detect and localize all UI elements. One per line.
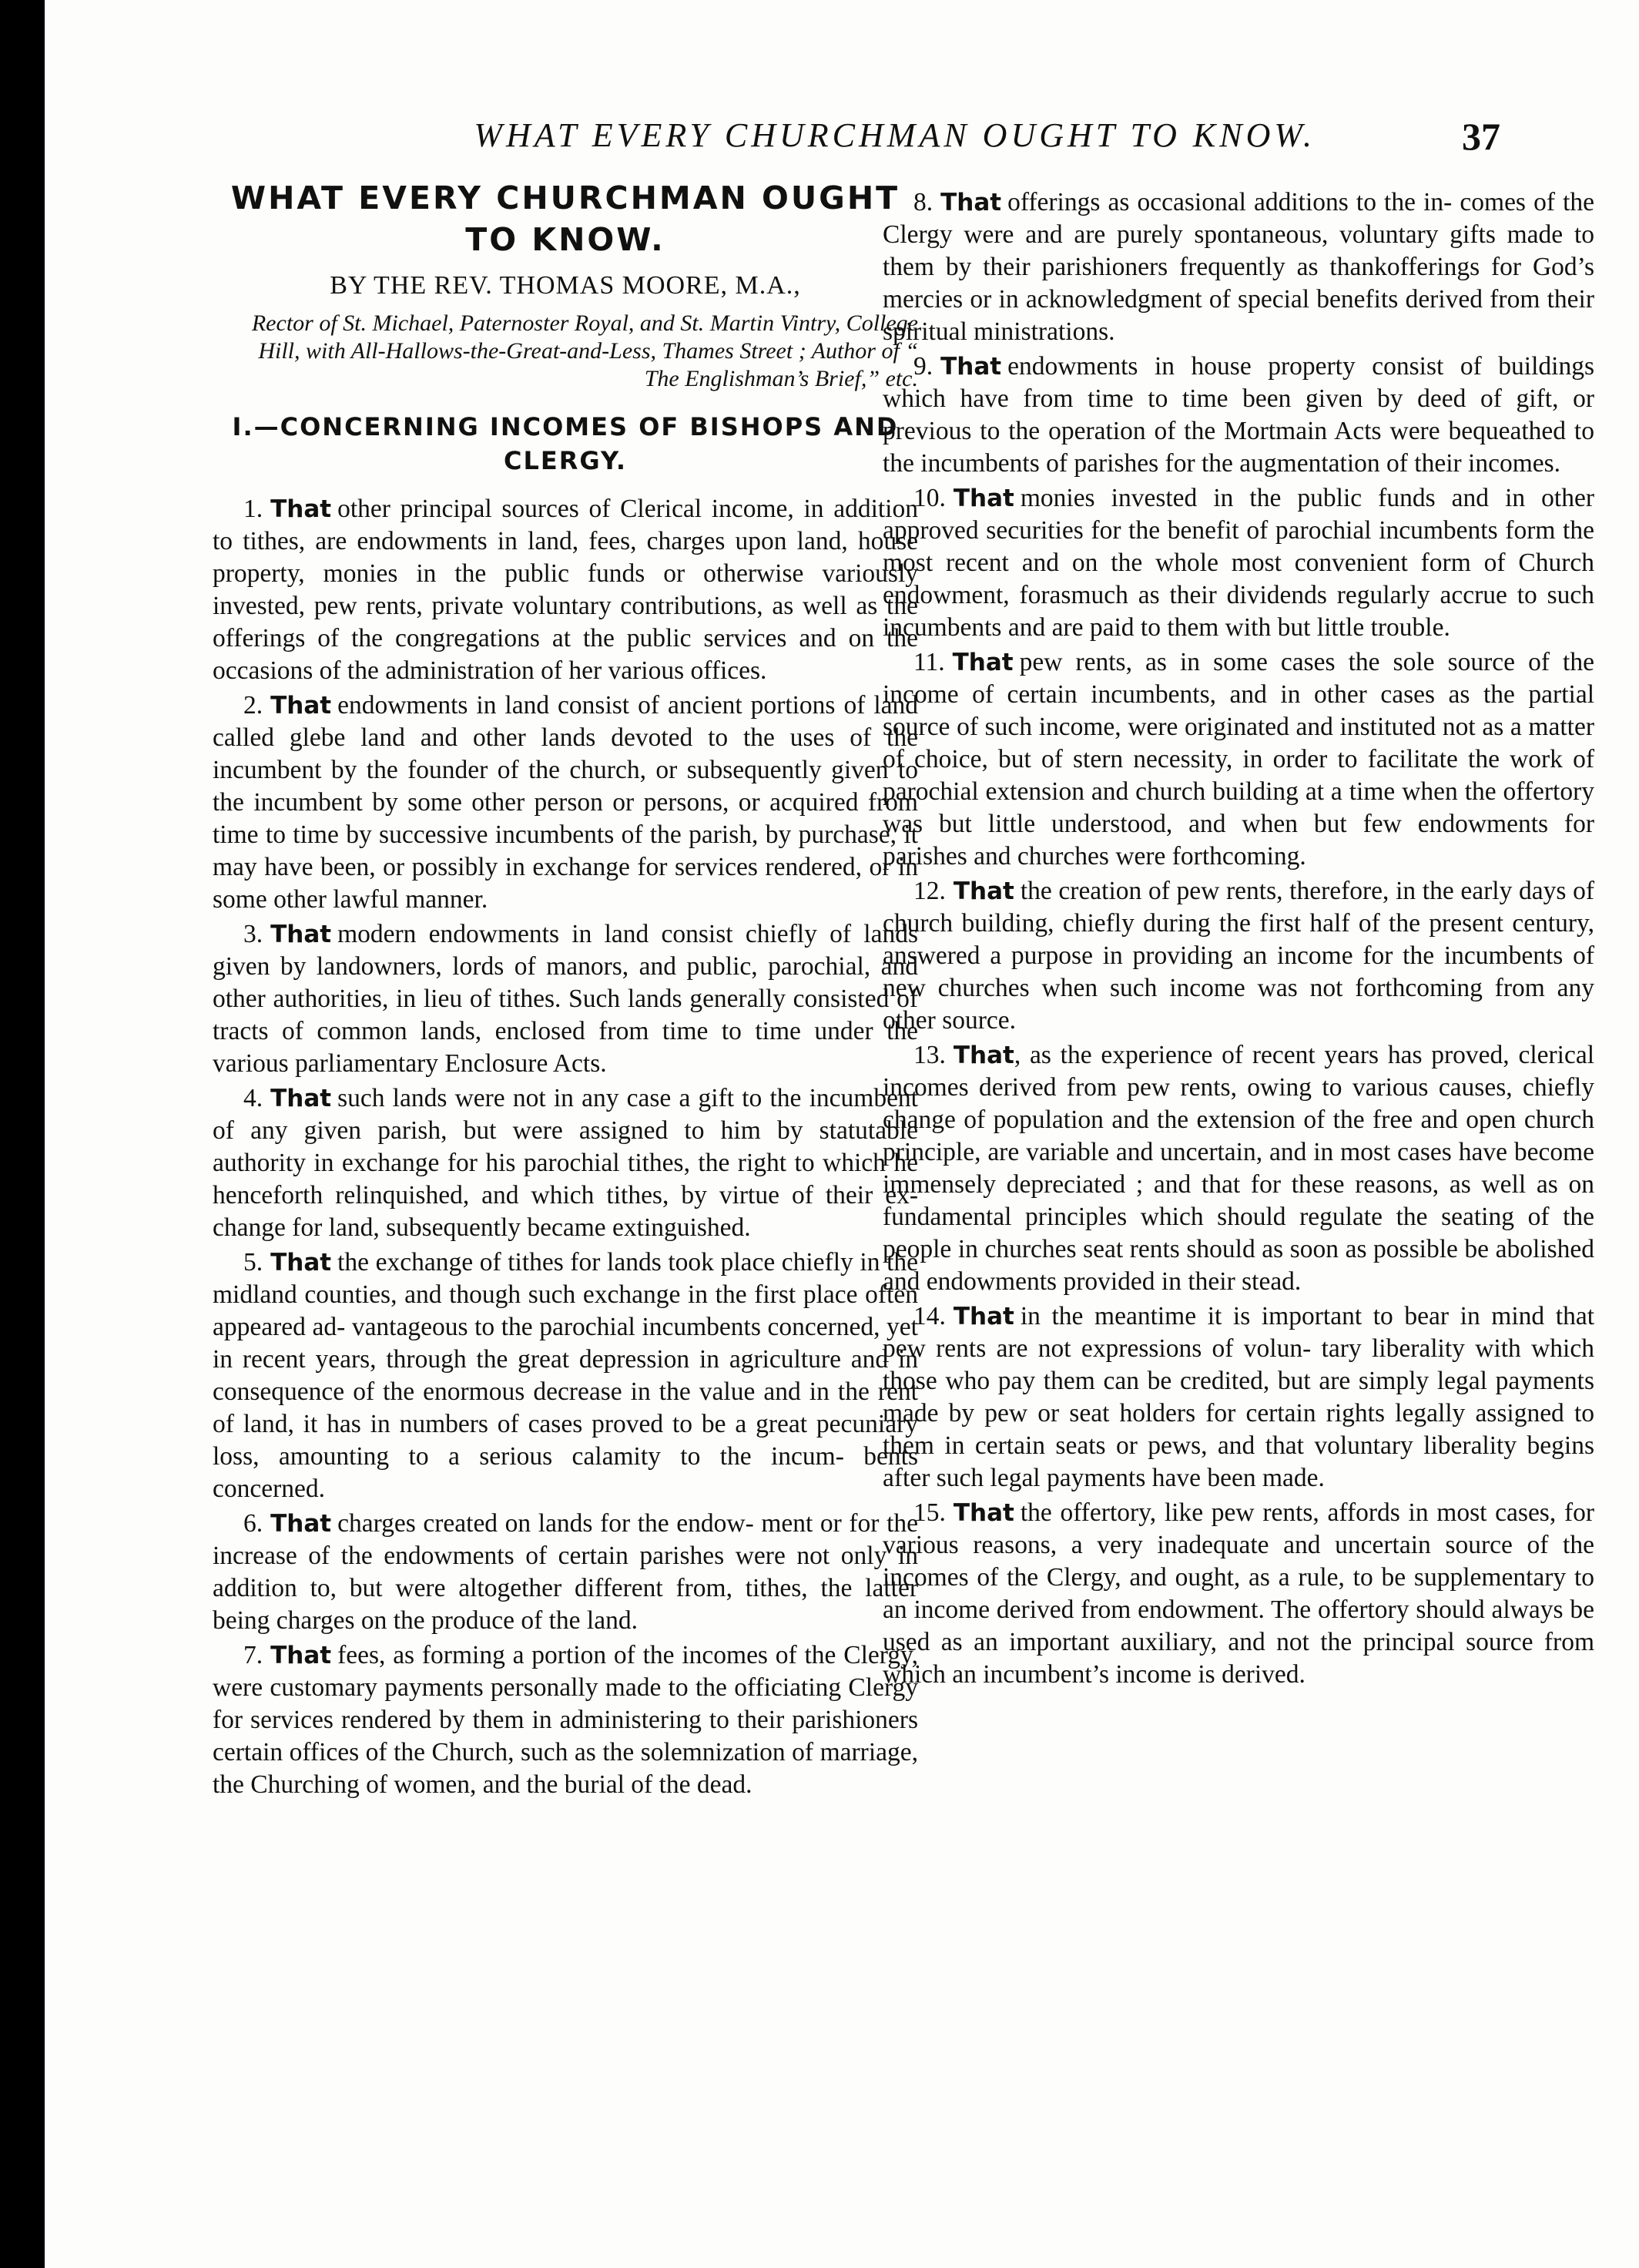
- paragraph-13: [883, 1039, 1594, 1298]
- paragraph-1: [213, 493, 918, 687]
- paragraph-text: charges created on lands for the endow- ment or for the increase of the endowments of certain parishes were not only in addition to, but were altogether different from, tithes, the latter being charges on the produce of the land.: [213, 1509, 918, 1635]
- paragraph-number: 12.: [913, 877, 946, 905]
- paragraph-number: 2.: [243, 691, 263, 720]
- keyword: That: [270, 921, 332, 948]
- paragraph-8: [883, 186, 1594, 348]
- paragraph-6: [213, 1508, 918, 1637]
- keyword: That: [270, 1510, 332, 1538]
- paragraph-3: [213, 918, 918, 1080]
- byline: BY THE REV. THOMAS MOORE, M.A.,: [330, 271, 801, 300]
- paragraph-text: pew rents, as in some cases the sole source of the income of certain incumbents, and in other cases as the partial source of such income, were originated and instituted not as a matter of choice, but of stern necessity, in order to facilitate the work of parochial extension and church building at a time when the offertory was but little understood, and when but few endowments for parishes and churches were forthcoming.: [883, 648, 1594, 871]
- paragraph-text: , as the experience of recent years has proved, clerical incomes derived from pew rents, owing to various causes, chiefly change of population and the extension of the free and open church principle, are variable and uncertain, and in most cases have become immensely depreciated ; and that for these reasons, as well as on fundamental principles which should regulate the seating of the people in churches seat rents should as soon as possible be abolished and endowments provided in their stead.: [883, 1041, 1594, 1296]
- paragraph-text: the creation of pew rents, therefore, in the early days of church building, chiefly during the first half of the present century, answered a purpose in providing an income for the incumbents of new churches when such income was not forthcoming from any other source.: [883, 877, 1594, 1035]
- paragraph-10: [883, 482, 1594, 644]
- keyword: That: [940, 189, 1002, 216]
- keyword: That: [270, 1642, 332, 1669]
- keyword: That: [952, 649, 1014, 676]
- running-header: WHAT EVERY CHURCHMAN OUGHT TO KNOW.: [474, 116, 1316, 154]
- keyword: That: [270, 1085, 332, 1112]
- left-column: [213, 177, 918, 1803]
- keyword: That: [270, 1249, 332, 1277]
- keyword: That: [953, 1499, 1014, 1527]
- paragraph-4: [213, 1082, 918, 1244]
- page: [45, 0, 1639, 2268]
- right-column: [883, 186, 1594, 1693]
- author-affiliation: Rector of St. Michael, Paternoster Royal, and St. Martin Vintry, College Hill, with All-Hallows-the-Great-and-Less, Thames Street ; Author of “ The Englishman’s Brief,” etc.: [251, 310, 918, 391]
- paragraph-number: 9.: [913, 352, 933, 381]
- keyword: That: [953, 1303, 1014, 1330]
- paragraph-text: in the meantime it is important to bear in mind that pew rents are not expressions of volun- tary liberality with which those who pay them can be credited, but are simply legal payments made by pew or seat holders for certain rights legally assigned to them in certain seats or pews, and that voluntary liberality begins after such legal payments have been made.: [883, 1302, 1594, 1492]
- paragraph-number: 11.: [913, 648, 945, 676]
- paragraph-text: such lands were not in any case a gift to the incumbent of any given parish, but were assigned to him by statutable authority in exchange for his parochial tithes, the right to which he henceforth relinquished, and which tithes, by virtue of their ex- change for land, subsequently became extinguished.: [213, 1084, 918, 1242]
- paragraph-text: other principal sources of Clerical income, in addition to tithes, are endowments in land, fees, charges upon land, house property, monies in the public funds or otherwise variously invested, pew rents, private voluntary contributions, as well as the offerings of the congregations at the public services and on the occasions of the administration of her various offices.: [213, 495, 918, 685]
- paragraph-12: [883, 875, 1594, 1037]
- paragraph-number: 7.: [243, 1641, 263, 1669]
- paragraph-number: 3.: [243, 920, 263, 948]
- paragraph-text: offerings as occasional additions to the in- comes of the Clergy were and are purely spontaneous, voluntary gifts made to them by their parishioners frequently as thankofferings for God’s mercies or in acknowledgment of special benefits derived from their spiritual ministrations.: [883, 188, 1594, 346]
- keyword: That: [953, 877, 1014, 905]
- paragraph-number: 1.: [243, 495, 263, 523]
- paragraph-number: 13.: [913, 1041, 946, 1069]
- article-title: WHAT EVERY CHURCHMAN OUGHT TO KNOW.: [230, 179, 900, 258]
- paragraph-number: 15.: [913, 1498, 946, 1527]
- paragraph-text: modern endowments in land consist chiefly of lands given by landowners, lords of manors, and public, parochial, and other authorities, in lieu of tithes. Such lands generally consisted of tracts of common lands, enclosed from time to time under the various parliamentary Enclosure Acts.: [213, 920, 918, 1078]
- keyword: That: [940, 353, 1002, 381]
- keyword: That: [270, 495, 332, 523]
- paragraph-text: the exchange of tithes for lands took place chiefly in the midland counties, and though such exchange in the first place often appeared ad- vantageous to the parochial incumbents concerned, yet in recent years, through the great depression in agriculture and in consequence of the enormous decrease in the value and in the rent of land, it has in numbers of cases proved to be a great pecuniary loss, amounting to a serious calamity to the incum- bents concerned.: [213, 1248, 918, 1503]
- paragraph-15: [883, 1497, 1594, 1691]
- paragraph-number: 10.: [913, 484, 946, 512]
- page-number: 37: [1462, 115, 1500, 158]
- paragraph-2: [213, 689, 918, 916]
- paragraph-number: 8.: [913, 188, 933, 216]
- paragraph-text: endowments in land consist of ancient portions of land called glebe land and other lands devoted to the uses of the incumbent by the founder of the church, or subsequently given to the incumbent by some other person or persons, or acquired from time to time by successive incumbents of the parish, by purchase, it may have been, or possibly in exchange for services rendered, or in some other lawful manner.: [213, 691, 918, 914]
- keyword: That: [270, 692, 332, 720]
- paragraph-number: 6.: [243, 1509, 263, 1538]
- paragraph-number: 5.: [243, 1248, 263, 1277]
- paragraph-text: fees, as forming a portion of the incomes of the Clergy, were customary payments personally made to the officiating Clergy for services rendered by them in administering to their parishioners certain offices of the Church, such as the solemnization of marriage, the Churching of women, and the burial of the dead.: [213, 1641, 918, 1799]
- section-heading: I.—CONCERNING INCOMES OF BISHOPS AND CLERGY.: [232, 412, 899, 475]
- paragraph-5: [213, 1246, 918, 1505]
- paragraph-11: [883, 646, 1594, 873]
- paragraph-text: monies invested in the public funds and in other approved securities for the benefit of parochial incumbents form the most recent and on the whole most convenient form of Church endowment, forasmuch as their dividends regularly accrue to such incumbents and are paid to them with but little trouble.: [883, 484, 1594, 642]
- paragraph-text: endowments in house property consist of buildings which have from time to time been given by deed of gift, or previous to the operation of the Mortmain Acts were bequeathed to the incumbents of parishes for the augmentation of their incomes.: [883, 352, 1594, 478]
- keyword: That: [953, 485, 1014, 512]
- paragraph-7: [213, 1639, 918, 1801]
- keyword: That: [953, 1042, 1014, 1069]
- paragraph-9: [883, 351, 1594, 480]
- paragraph-14: [883, 1300, 1594, 1495]
- paragraph-number: 14.: [913, 1302, 946, 1330]
- paragraph-text: the offertory, like pew rents, affords in most cases, for various reasons, a very inadequate and uncertain source of the incomes of the Clergy, and ought, as a rule, to be supplementary to an income derived from endowment. The offertory should always be used as an important auxiliary, and not the principal source from which an incumbent’s income is derived.: [883, 1498, 1594, 1689]
- paragraph-number: 4.: [243, 1084, 263, 1112]
